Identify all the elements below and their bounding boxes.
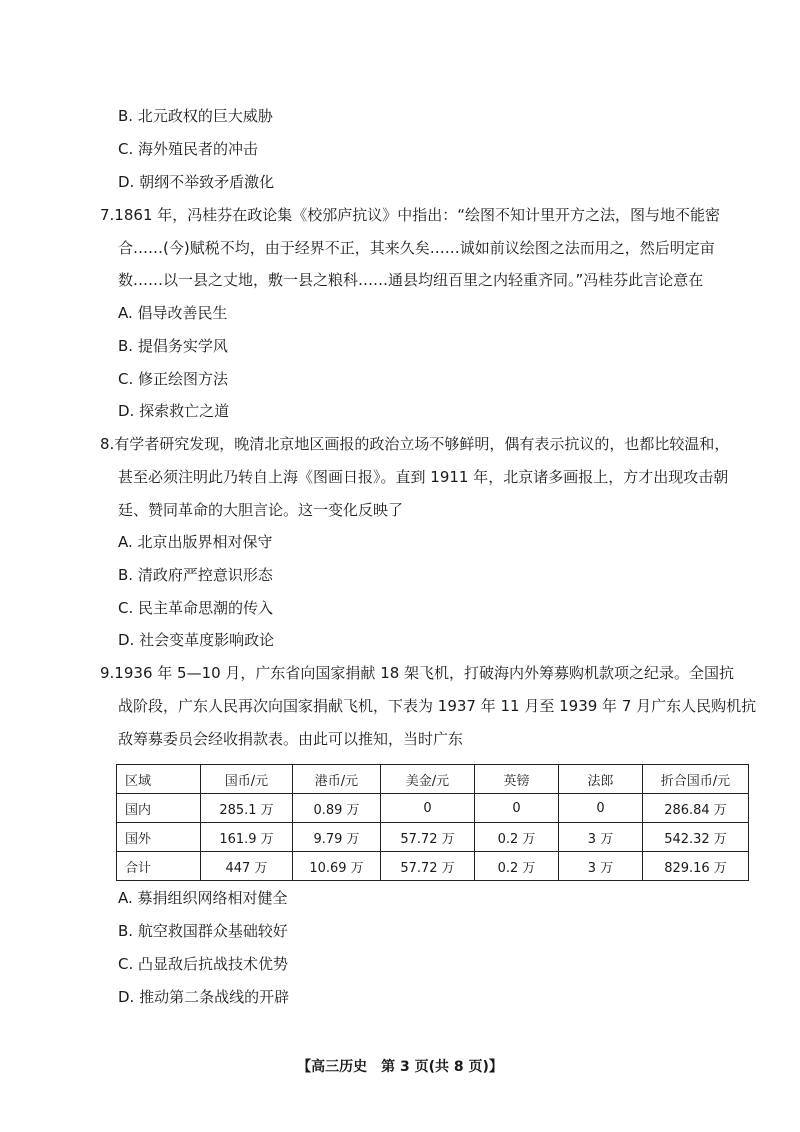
header-guobi: 国币/元 xyxy=(201,765,293,794)
table-cell: 0 xyxy=(559,794,643,823)
table-cell: 542.32 万 xyxy=(643,823,749,852)
q9-option-d: D. 推动第二条战线的开辟 xyxy=(118,988,290,1006)
q8-stem-line-1: 8.有学者研究发现，晚清北京地区画报的政治立场不够鲜明，偶有表示抗议的，也都比较温和， xyxy=(100,435,730,453)
header-franc: 法郎 xyxy=(559,765,643,794)
header-total-guobi: 折合国币/元 xyxy=(643,765,749,794)
table-cell: 10.69 万 xyxy=(293,852,381,881)
q7-option-b: B. 提倡务实学风 xyxy=(118,337,228,355)
q7-stem-line-2: 合……(今)赋税不均，由于经界不正，其来久矣……诚如前议绘图之法而用之，然后明定亩 xyxy=(118,239,715,257)
table-cell: 0.89 万 xyxy=(293,794,381,823)
table-cell: 国外 xyxy=(117,823,201,852)
table-cell: 0 xyxy=(475,794,559,823)
q9-option-b: B. 航空救国群众基础较好 xyxy=(118,922,288,940)
table-cell: 829.16 万 xyxy=(643,852,749,881)
table-cell: 285.1 万 xyxy=(201,794,293,823)
q8-stem-line-2: 甚至必须注明此乃转自上海《图画日报》。直到 1911 年，北京诸多画报上，方才出现攻击朝 xyxy=(118,468,729,486)
table-cell: 9.79 万 xyxy=(293,823,381,852)
q9-stem-line-1: 9.1936 年 5—10 月，广东省向国家捐献 18 架飞机，打破海内外筹募购机款项之纪录。全国抗 xyxy=(100,664,735,682)
table-cell: 57.72 万 xyxy=(381,823,475,852)
table-cell: 3 万 xyxy=(559,852,643,881)
q9-stem-line-3: 敌筹募委员会经收捐款表。由此可以推知，当时广东 xyxy=(118,730,464,748)
header-region: 区域 xyxy=(117,765,201,794)
q9-option-c: C. 凸显敌后抗战技术优势 xyxy=(118,955,289,973)
q7-stem-line-3: 数……以一县之丈地，敷一县之粮科……通县均纽百里之内轻重齐同。”冯桂芬此言论意在 xyxy=(118,271,704,289)
table-cell: 161.9 万 xyxy=(201,823,293,852)
q8-option-b: B. 清政府严控意识形态 xyxy=(118,566,273,584)
donation-table xyxy=(116,764,749,881)
header-usd: 美金/元 xyxy=(381,765,475,794)
page-footer: 【高三历史 第 3 页(共 8 页)】 xyxy=(297,1059,503,1075)
q7-option-d: D. 探索救亡之道 xyxy=(118,402,230,420)
table-cell: 合计 xyxy=(117,852,201,881)
q7-option-c: C. 修正绘图方法 xyxy=(118,370,229,388)
table-row xyxy=(117,852,749,881)
table-header-row xyxy=(117,765,749,794)
q7-option-a: A. 倡导改善民生 xyxy=(118,304,228,322)
q8-option-d: D. 社会变革度影响政论 xyxy=(118,631,275,649)
table-row xyxy=(117,823,749,852)
q8-option-a: A. 北京出版界相对保守 xyxy=(118,533,273,551)
q9-option-a: A. 募捐组织网络相对健全 xyxy=(118,889,288,907)
q6-option-c: C. 海外殖民者的冲击 xyxy=(118,140,259,158)
q7-stem-line-1: 7.1861 年，冯桂芬在政论集《校邠庐抗议》中指出：“绘图不知计里开方之法，图与地不能密 xyxy=(100,206,721,224)
q6-option-d: D. 朝纲不举致矛盾激化 xyxy=(118,173,275,191)
header-gbp: 英镑 xyxy=(475,765,559,794)
table-cell: 286.84 万 xyxy=(643,794,749,823)
table-cell: 0.2 万 xyxy=(475,852,559,881)
q9-stem-line-2: 战阶段，广东人民再次向国家捐献飞机，下表为 1937 年 11 月至 1939 年 7 月广东人民购机抗 xyxy=(118,697,757,715)
table-cell: 3 万 xyxy=(559,823,643,852)
q8-stem-line-3: 廷、赞同革命的大胆言论。这一变化反映了 xyxy=(118,501,404,519)
table-cell: 57.72 万 xyxy=(381,852,475,881)
q6-option-b: B. 北元政权的巨大威胁 xyxy=(118,107,273,125)
table-cell: 国内 xyxy=(117,794,201,823)
table-cell: 0.2 万 xyxy=(475,823,559,852)
table-cell: 0 xyxy=(381,794,475,823)
q8-option-c: C. 民主革命思潮的传入 xyxy=(118,599,274,617)
header-hkd: 港币/元 xyxy=(293,765,381,794)
table-cell: 447 万 xyxy=(201,852,293,881)
table-row xyxy=(117,794,749,823)
